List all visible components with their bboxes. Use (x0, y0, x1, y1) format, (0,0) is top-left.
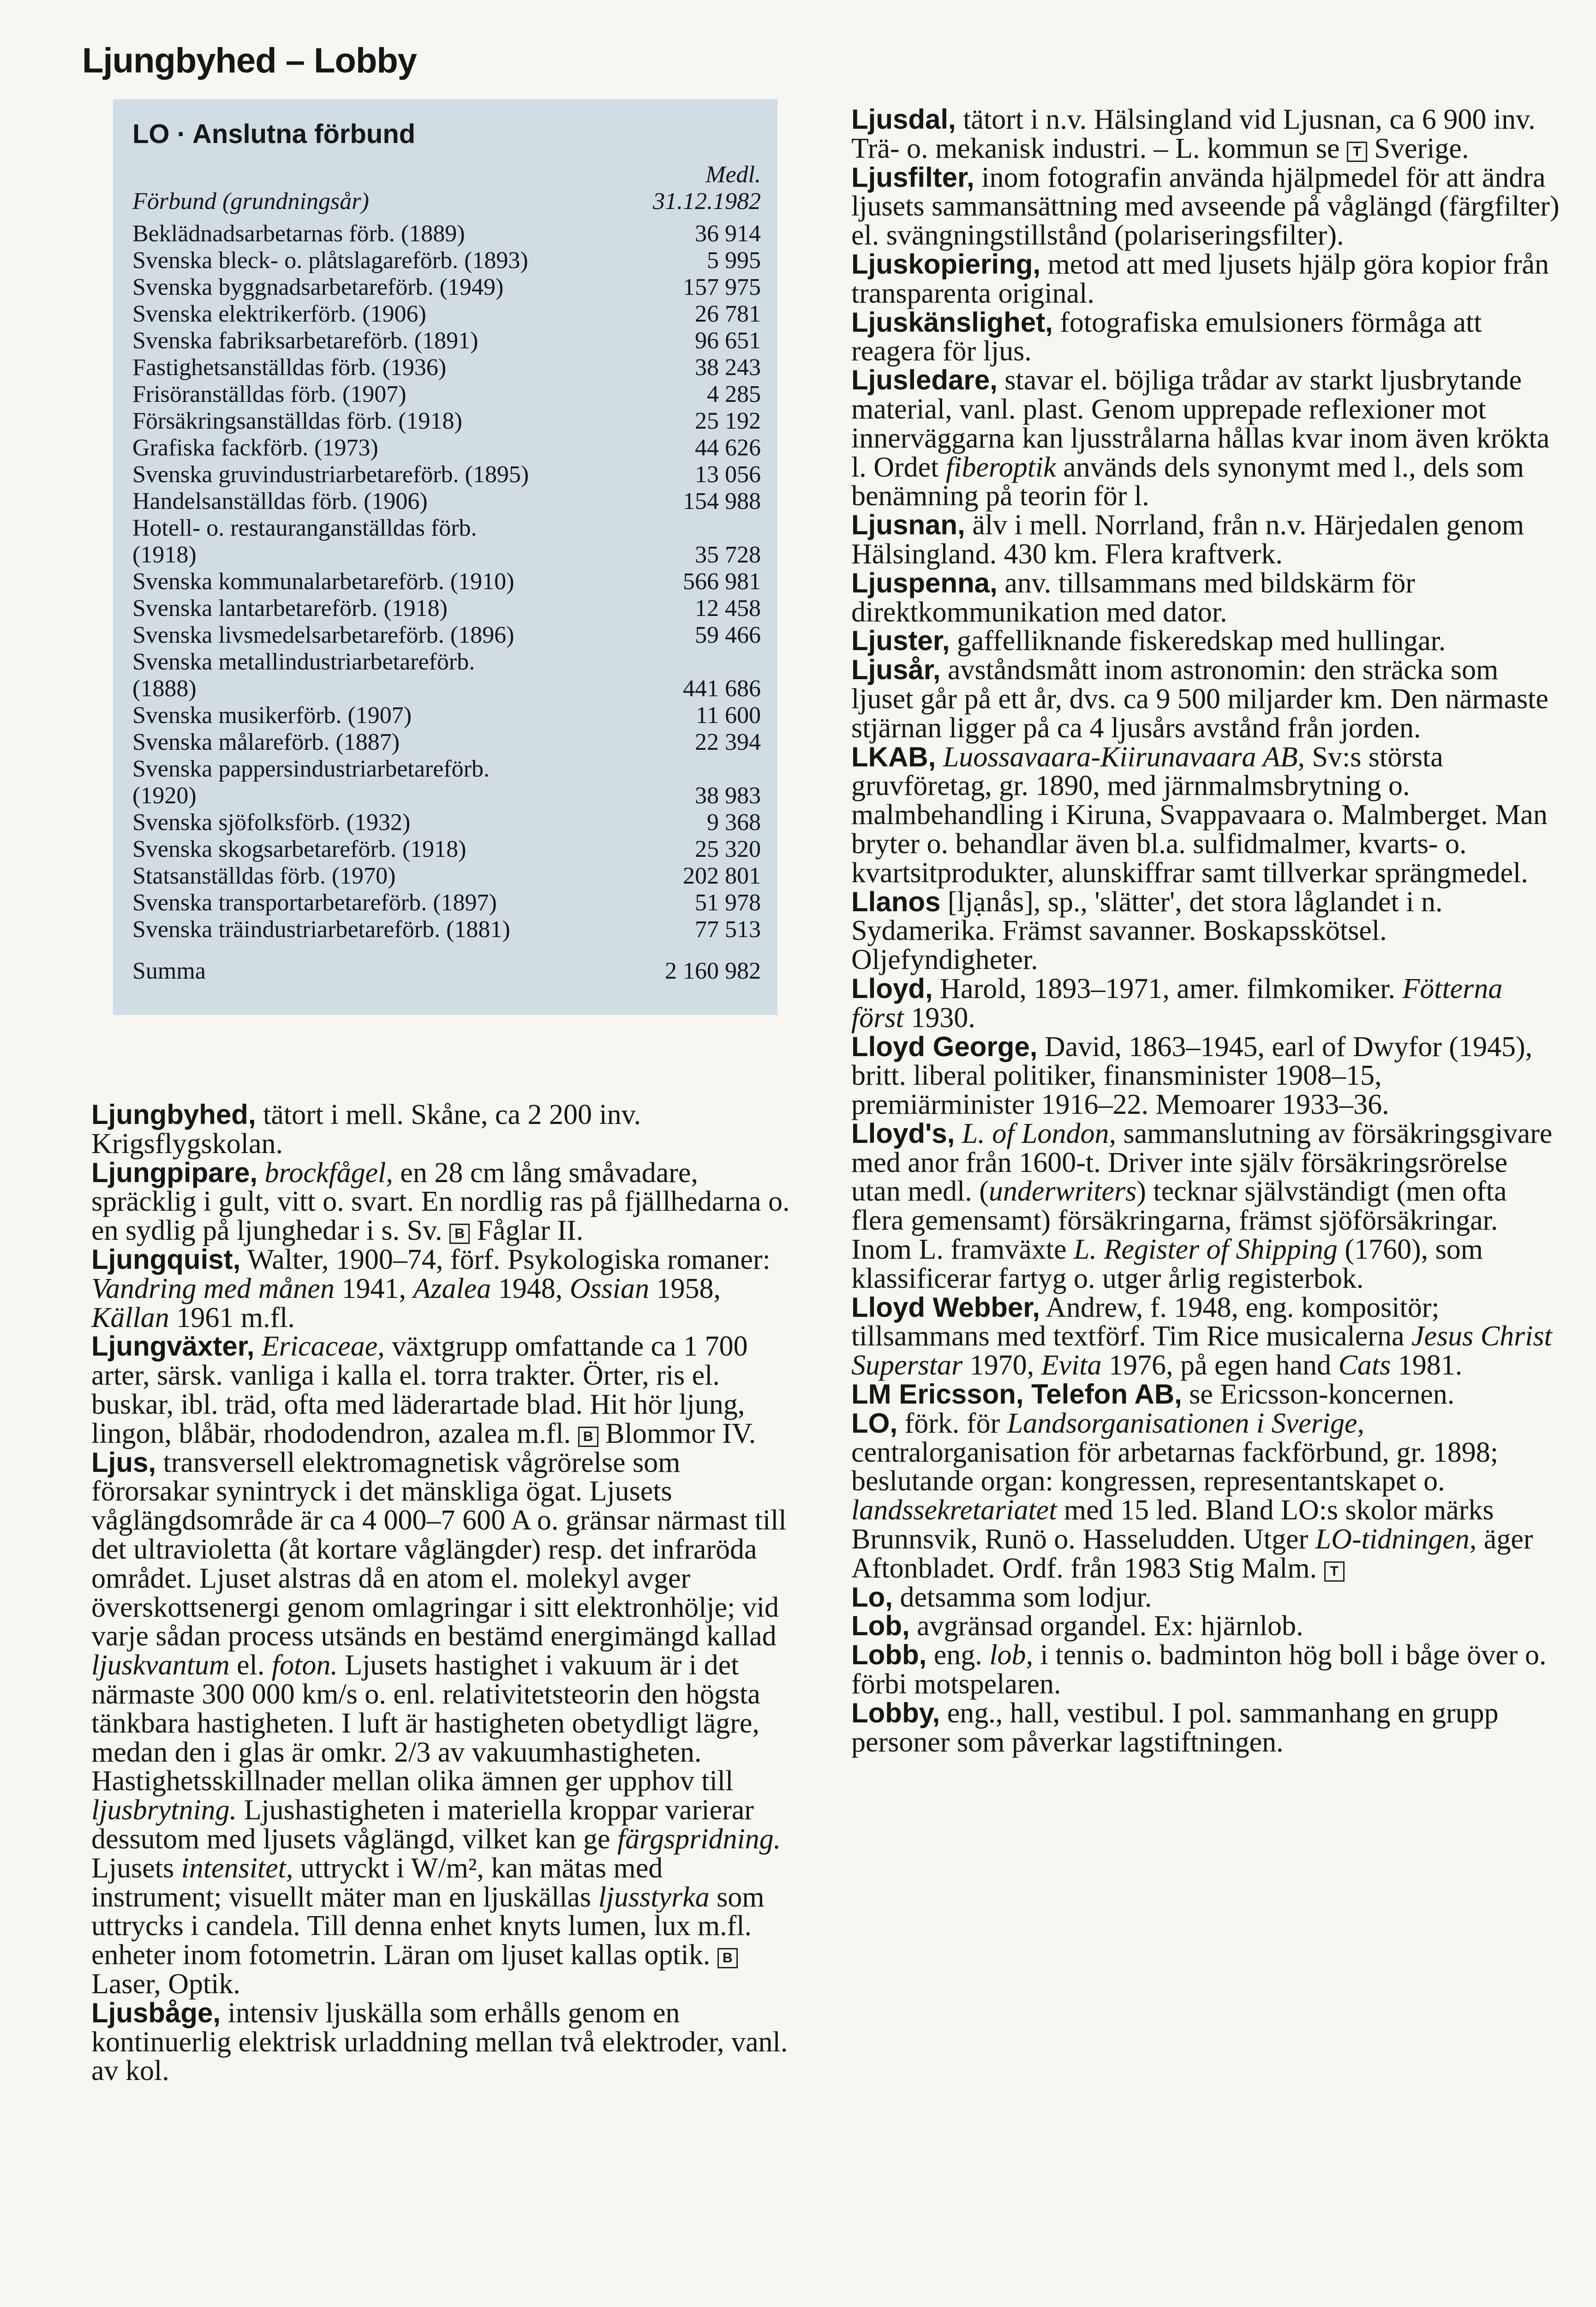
union-name: Beklädnadsarbetarnas förb. (1889) (132, 221, 465, 247)
member-count: 4 285 (707, 381, 761, 407)
headword: Lloyd Webber, (851, 1291, 1040, 1323)
entry-lloyd-webber (851, 1293, 1562, 1380)
entry-ljusdal (851, 105, 1562, 163)
entry-lob (851, 1612, 1562, 1641)
headword: Lob, (851, 1610, 910, 1642)
member-count: 44 626 (695, 435, 761, 461)
table-row (132, 274, 761, 301)
headword: Lobby, (851, 1697, 940, 1728)
entry-text: eng., hall, vestibul. I pol. sammanhang en grupp personer som påverkar lagstiftningen. (851, 1697, 1499, 1758)
union-name: Svenska kommunalarbetareförb. (1910) (132, 568, 514, 595)
union-name: Svenska lantarbetareförb. (1918) (132, 595, 448, 622)
union-name: Handelsanställdas förb. (1906) (132, 488, 428, 514)
table-row (132, 890, 761, 916)
entry-lo (851, 1409, 1562, 1583)
member-count: 13 056 (695, 461, 761, 488)
entry-ljungvaxter (91, 1332, 797, 1448)
union-name: (1920) (132, 783, 197, 809)
entry-lkab (851, 743, 1562, 888)
table-row (132, 381, 761, 408)
entry-lloyd-george (851, 1033, 1562, 1119)
entry-text: se Ericsson-koncernen. (1182, 1379, 1455, 1410)
entry-text: stavar el. böjliga trådar av starkt ljusbrytande material, vanl. plast. Genom upprepade reflexioner mot innerväggarna kan ljusstrålarna hållas kvar inom även krökta l. Ordet (851, 365, 1550, 483)
cross-reference-icon: B (578, 1427, 598, 1447)
table-header-members (653, 161, 761, 215)
table-row (132, 809, 761, 836)
headword: Ljus, (91, 1446, 156, 1478)
union-name: Svenska målareförb. (1887) (132, 729, 400, 755)
entry-ljungpipare (91, 1159, 797, 1245)
entry-text: Ljusets hastighet i vakuum är i det närmaste 300 000 km/s o. enl. relativitetsteorin den högsta tänkbara hastigheten. I luft är hastigheten obetydligt lägre, medan den i glas är omkr. 2/3 av vakuumhastigheten. Hastighetsskillnader mellan olika ämnen ger upphov till (91, 1650, 760, 1797)
italic-text: fiberoptik (945, 451, 1056, 483)
entry-lobb (851, 1641, 1562, 1699)
running-head: Ljungbyhed – Lobby (82, 41, 417, 80)
member-count: 202 801 (683, 863, 761, 889)
entry-text: Ljushastigheten i materiella kroppar varierar dessutom med ljusets våglängd, vilket kan ge (91, 1794, 754, 1855)
entry-lo-fish (851, 1583, 1562, 1612)
member-count: 154 988 (683, 488, 761, 514)
union-name: Hotell- o. restauranganställdas förb. (132, 515, 477, 541)
italic-text: Evita (1041, 1350, 1102, 1381)
entry-ljusfilter (851, 163, 1562, 250)
entry-text: avståndsmått inom astronomin: den sträcka som ljuset går på ett år, dvs. ca 9 500 miljarder km. Den närmaste stjärnan ligger på ca 4 ljusårs avstånd från jorden. (851, 654, 1548, 744)
italic-text: Vandring med månen (91, 1273, 335, 1304)
entry-ljuspenna (851, 569, 1562, 627)
headword: LKAB, (851, 741, 936, 772)
entry-lloyds (851, 1119, 1562, 1293)
cross-reference-icon: B (717, 1948, 738, 1968)
headword: Ljuspenna, (851, 567, 998, 598)
entry-lm-ericsson (851, 1380, 1562, 1409)
member-count: 22 394 (695, 729, 761, 755)
italic-text: Jesus Christ Superstar (851, 1321, 1552, 1381)
entry-text: 1948, (491, 1273, 570, 1304)
cross-reference-icon: T (1347, 142, 1367, 162)
member-count: 35 728 (695, 542, 761, 568)
italic-text: Ericaceae, (261, 1331, 385, 1363)
headword: Ljungpipare, (91, 1157, 257, 1188)
member-count: 441 686 (683, 675, 761, 702)
union-name: Svenska byggnadsarbetareförb. (1949) (132, 274, 504, 300)
entry-text: förk. för (897, 1407, 1007, 1439)
sum-label: Summa (132, 958, 206, 984)
member-count: 38 243 (695, 354, 761, 381)
member-count: 96 651 (695, 328, 761, 354)
table-row (132, 916, 761, 943)
member-count: 77 513 (695, 916, 761, 943)
table-row (132, 542, 761, 568)
headword: LO, (851, 1407, 897, 1439)
entry-text: Ljusets (91, 1852, 181, 1884)
italic-text: Källan (91, 1302, 169, 1333)
entry-text: inom fotografin använda hjälpmedel för att ändra ljusets sammansättning med avseende på våglängd (färgfilter) el. svängningstillstånd (polariseringsfilter). (851, 161, 1560, 251)
entry-text (257, 1157, 265, 1189)
entry-text: Fåglar II. (470, 1215, 584, 1247)
member-count: 26 781 (695, 301, 761, 327)
entry-text: älv i mell. Norrland, från n.v. Härjedalen genom Hälsingland. 430 km. Flera kraftverk. (851, 509, 1524, 570)
entry-text: 1930. (903, 1002, 975, 1034)
member-count: 25 320 (695, 836, 761, 862)
union-name: Svenska träindustriarbetareförb. (1881) (132, 916, 510, 943)
headword: Lo, (851, 1581, 893, 1613)
table-row (132, 515, 761, 542)
headword: Ljungquist, (91, 1243, 241, 1275)
member-count: 36 914 (695, 221, 761, 247)
table-header (132, 161, 761, 215)
member-count: 11 600 (695, 702, 761, 729)
union-name: Svenska metallindustriarbetareförb. (132, 649, 475, 675)
right-column (851, 105, 1562, 1757)
entry-text: 1970, (962, 1350, 1041, 1381)
entry-text: fotografiska emulsioners förmåga att reagera för ljus. (851, 306, 1482, 367)
member-count: 5 995 (707, 247, 761, 274)
entry-text: (1760), som klassificerar fartyg o. utger årlig registerbok. (851, 1234, 1483, 1294)
entry-text: i tennis o. badminton hög boll i båge över o. förbi motspelaren. (851, 1639, 1547, 1700)
entry-text: Andrew, f. 1948, eng. kompositör; tillsammans med textförf. Tim Rice musicalerna (851, 1291, 1440, 1352)
table-row (132, 675, 761, 702)
table-row (132, 783, 761, 809)
italic-text: intensitet, (181, 1852, 293, 1884)
italic-text: färgspridning. (617, 1823, 781, 1855)
union-name: Svenska elektrikerförb. (1906) (132, 301, 426, 327)
entry-ljungquist (91, 1245, 797, 1332)
entry-text: en 28 cm lång småvadare, spräcklig i gult, vitt o. svart. En nordlig ras på fjällhedarna o. en sydlig på ljunghedar i s. Sv. (91, 1157, 790, 1247)
member-count: 12 458 (695, 595, 761, 622)
union-name: Fastighetsanställdas förb. (1936) (132, 354, 447, 381)
union-name: Frisöranställdas förb. (1907) (132, 381, 406, 407)
union-name: (1888) (132, 675, 197, 702)
entry-text (254, 1331, 262, 1362)
member-count: 38 983 (695, 783, 761, 809)
entry-text: 1941, (334, 1273, 413, 1304)
union-name: Svenska pappersindustriarbetareförb. (132, 756, 490, 782)
union-name: Svenska skogsarbetareförb. (1918) (132, 836, 466, 862)
entry-text: Walter, 1900–74, förf. Psykologiska romaner: (240, 1243, 771, 1275)
union-name: Försäkringsanställdas förb. (1918) (132, 408, 462, 434)
entry-text: Blommor IV. (598, 1417, 756, 1449)
entry-ljuster (851, 627, 1562, 656)
entry-ljuskopiering (851, 250, 1562, 308)
headword: Ljuskänslighet, (851, 306, 1053, 338)
entry-text: 1976, på egen hand (1101, 1350, 1339, 1381)
italic-text: landssekretariatet (851, 1494, 1057, 1526)
entry-text: ) tecknar självständigt (men ofta flera gemensamt) försäkringarna, främst sjöförsäkringar. Inom L. framväxte (851, 1176, 1507, 1266)
table-header-members-label: Medl. (705, 161, 761, 188)
headword: Ljusbåge, (91, 1997, 221, 2028)
entry-text: uttryckt i W/m², kan mätas med instrument; visuellt mäter man en ljuskällas (91, 1852, 663, 1913)
member-count: 51 978 (695, 890, 761, 916)
entry-ljusar (851, 656, 1562, 742)
entry-ljusnan (851, 511, 1562, 569)
entry-lobby (851, 1699, 1562, 1757)
entry-ljuskanslighet (851, 308, 1562, 366)
table-row (132, 301, 761, 328)
italic-text: L. Register of Shipping (1074, 1234, 1338, 1266)
table-row (132, 568, 761, 595)
table-row (132, 488, 761, 515)
union-name: Grafiska fackförb. (1973) (132, 435, 378, 461)
entry-ljusbage (91, 1999, 797, 2086)
entry-text: Sv:s största gruvföretag, gr. 1890, med järnmalmsbrytning o. malmbehandling i Kiruna, Svappavaara o. Malmberget. Man bryter o. behandlar även bl.a. sulfidmalmer, kvarts- o. kvartsitprodukter, alunskiffrar samt tillverkar sprängmedel. (851, 741, 1548, 889)
table-row (132, 756, 761, 783)
cross-reference-icon: T (1324, 1561, 1345, 1582)
entry-text: som uttrycks i candela. Till denna enhet knyts lumen, lux m.fl. enheter inom fotometrin. Läran om ljuset kallas optik. (91, 1881, 765, 1971)
union-name: Svenska musikerförb. (1907) (132, 702, 412, 729)
italic-text: ljuskvantum (91, 1650, 230, 1681)
entry-llanos (851, 888, 1562, 974)
entry-text: äger Aftonbladet. Ordf. från 1983 Stig Malm. (851, 1524, 1533, 1584)
headword: Llanos (851, 886, 941, 917)
entry-text: 1961 m.fl. (169, 1302, 295, 1333)
headword: Ljungbyhed, (91, 1099, 256, 1130)
italic-text: Azalea (413, 1273, 491, 1304)
table-sum-row (132, 958, 761, 985)
union-name: Svenska fabriksarbetareförb. (1891) (132, 328, 478, 354)
table-row (132, 221, 761, 247)
table-row (132, 622, 761, 649)
entry-text: centralorganisation för arbetarnas fackförbund, gr. 1898; beslutande organ: kongressen, representantskapet o. (851, 1436, 1498, 1497)
headword: LM Ericsson, Telefon AB, (851, 1379, 1182, 1410)
entry-text (955, 1118, 962, 1149)
headword: Ljusnan, (851, 509, 965, 541)
union-name: Svenska sjöfolksförb. (1932) (132, 809, 411, 836)
union-name: Statsanställdas förb. (1970) (132, 863, 396, 889)
entry-text: tätort i n.v. Hälsingland vid Ljusnan, ca 6 900 inv. Trä- o. mekanisk industri. – L. kommun se (851, 104, 1536, 164)
table-row (132, 595, 761, 622)
headword: Ljuster, (851, 625, 950, 657)
sum-value: 2 160 982 (665, 958, 761, 984)
union-name: Svenska transportarbetareförb. (1897) (132, 890, 497, 916)
entry-text: Harold, 1893–1971, amer. filmkomiker. (932, 973, 1403, 1004)
table-header-union: Förbund (grundningsår) (132, 188, 369, 215)
italic-text: lob, (989, 1639, 1034, 1671)
table-row (132, 863, 761, 890)
table-body (132, 221, 761, 943)
entry-text: detsamma som lodjur. (892, 1581, 1152, 1613)
member-count: 59 466 (695, 622, 761, 648)
entry-text: [ljạnås], sp., 'slätter', det stora låglandet i n. Sydamerika. Främst savanner. Boskapsskötsel. Oljefyndigheter. (851, 886, 1443, 976)
table-row (132, 435, 761, 461)
entry-text: intensiv ljuskälla som erhålls genom en kontinuerlig elektrisk urladdning mellan två elektroder, vanl. av kol. (91, 1997, 788, 2087)
table-row (132, 247, 761, 274)
entry-ljungbyhed (91, 1100, 797, 1159)
table-title: LO · Anslutna förbund (132, 119, 416, 149)
italic-text: Ossian (569, 1273, 649, 1304)
entry-text: avgränsad organdel. Ex: hjärnlob. (909, 1610, 1303, 1642)
left-column (91, 1100, 797, 2086)
italic-text: brockfågel, (264, 1157, 393, 1189)
member-count: 25 192 (695, 408, 761, 434)
entry-text: Sverige. (1367, 132, 1469, 164)
union-name: Svenska livsmedelsarbetareförb. (1896) (132, 622, 514, 648)
entry-text: med 15 led. Bland LO:s skolor märks Brunnsvik, Runö o. Hasseludden. Utger (851, 1494, 1494, 1555)
table-row (132, 354, 761, 381)
headword: Ljusdal, (851, 104, 956, 135)
headword: Lobb, (851, 1639, 927, 1671)
headword: Lloyd, (851, 973, 933, 1004)
member-count: 566 981 (683, 568, 761, 595)
table-row (132, 408, 761, 435)
entry-lloyd-harold (851, 974, 1562, 1033)
table-header-members-date: 31.12.1982 (653, 188, 761, 215)
italic-text: Luossavaara-Kiirunavaara AB, (943, 741, 1305, 773)
italic-text: LO-tidningen, (1315, 1524, 1477, 1555)
entry-text: sammanslutning av försäkringsgivare med anor från 1600-t. Driver inte själv försäkringsrörelse utan medl. ( (851, 1118, 1553, 1207)
entry-text: 1981. (1391, 1350, 1463, 1381)
entry-text: el. (229, 1650, 272, 1681)
entry-text: anv. tillsammans med bildskärm för direktkommunikation med dator. (851, 567, 1415, 628)
entry-text: Laser, Optik. (91, 1968, 240, 2000)
table-row (132, 702, 761, 729)
table-row (132, 328, 761, 354)
entry-text: metod att med ljusets hjälp göra kopior från transparenta original. (851, 248, 1549, 309)
italic-text: foton. (271, 1650, 338, 1681)
headword: Ljungväxter, (91, 1331, 255, 1362)
table-row (132, 836, 761, 863)
union-name: (1918) (132, 542, 197, 568)
headword: Ljusår, (851, 654, 941, 686)
headword: Ljusledare, (851, 365, 998, 396)
table-row (132, 649, 761, 675)
entry-text: gaffelliknande fiskeredskap med hullingar. (950, 625, 1446, 657)
entry-ljusledare (851, 366, 1562, 511)
union-name: Svenska gruvindustriarbetareförb. (1895) (132, 461, 529, 488)
entry-text: används dels synonymt med l., dels som benämning på teorin för l. (851, 451, 1524, 512)
member-count: 9 368 (707, 809, 761, 836)
entry-text: tätort i mell. Skåne, ca 2 200 inv. Krigsflygskolan. (91, 1099, 641, 1159)
entry-text: transversell elektromagnetisk vågrörelse som förorsakar synintryck i det mänskliga ögat. Ljusets våglängdsområde är ca 4 000–7 600 A o. gränsar närmast till det ultravioletta (åt kortare våglängder) resp. det infraröda området. Ljuset alstras då en atom el. molekyl avger överskottsenergi genom omlagringar i sitt elektronhölje; vid varje sådan process utsänds en bestämd energimängd kallad (91, 1446, 787, 1652)
italic-text: ljusbrytning. (91, 1794, 237, 1826)
italic-text: Landsorganisationen i Sverige, (1007, 1407, 1364, 1439)
italic-text: Cats (1338, 1350, 1391, 1381)
headword: Lloyd George, (851, 1031, 1038, 1062)
entry-text: David, 1863–1945, earl of Dwyfor (1945), britt. liberal politiker, finansminister 1908–15, premiärminister 1916–22. Memoarer 1933–36. (851, 1031, 1533, 1121)
cross-reference-icon: B (449, 1224, 470, 1244)
lo-member-unions-table (113, 99, 777, 1015)
entry-text: eng. (927, 1639, 990, 1671)
headword: Ljuskopiering, (851, 248, 1041, 280)
entry-text: 1958, (649, 1273, 721, 1304)
union-name: Svenska bleck- o. plåtslagareförb. (1893) (132, 247, 528, 274)
headword: Ljusfilter, (851, 161, 974, 193)
entry-text: växtgrupp omfattande ca 1 700 arter, särsk. vanliga i kalla el. torra trakter. Örter, ris el. buskar, ibl. träd, ofta med läderartade blad. Hit hör ljung, lingon, blåbär, rhododendron, azalea m.fl. (91, 1331, 748, 1449)
entry-ljus (91, 1448, 797, 1999)
member-count: 157 975 (683, 274, 761, 300)
table-row (132, 461, 761, 488)
italic-text: underwriters (988, 1176, 1137, 1207)
entry-text (936, 741, 943, 773)
italic-text: L. of London, (962, 1118, 1116, 1149)
italic-text: ljusstyrka (598, 1881, 710, 1913)
table-row (132, 729, 761, 756)
italic-text: Fötterna först (851, 973, 1503, 1034)
headword: Lloyd's, (851, 1118, 955, 1149)
